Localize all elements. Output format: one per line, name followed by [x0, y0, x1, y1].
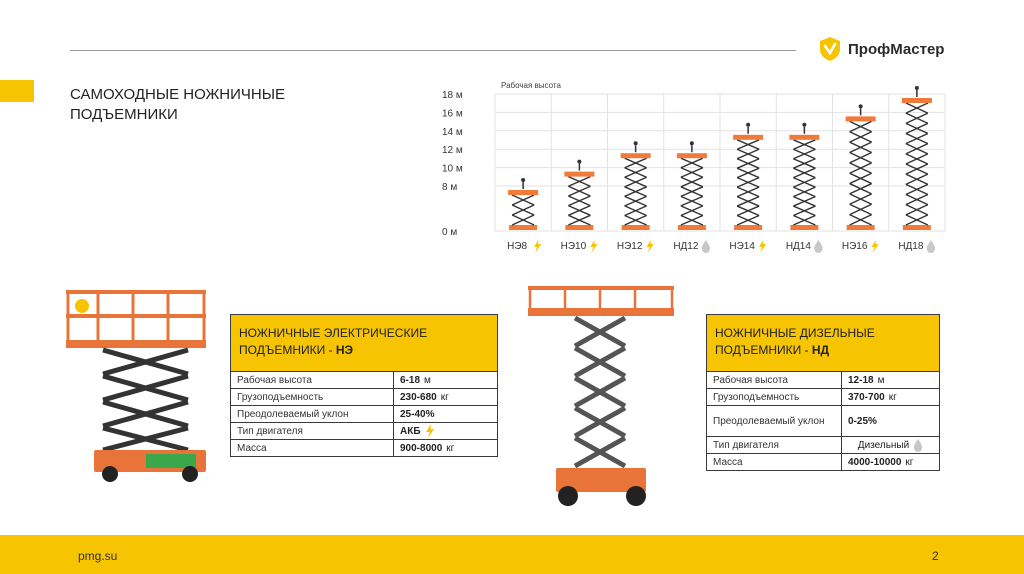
y-tick-label: 18 м [442, 90, 463, 101]
lift-person-head [577, 160, 581, 164]
lift-person-head [859, 104, 863, 108]
brand-logo[interactable] [818, 36, 944, 62]
table-row [231, 406, 497, 423]
lightning-icon [647, 240, 654, 253]
electric-specs-code: НЭ [335, 343, 354, 357]
spec-label: Грузоподъемность [707, 389, 842, 405]
spec-value: 4000-10000 кг [848, 456, 914, 468]
y-tick-label: 14 м [442, 126, 463, 138]
x-tick-label: НД12 [673, 241, 699, 252]
diesel-specs-title: НОЖНИЧНЫЕ ДИЗЕЛЬНЫЕ [715, 326, 875, 340]
lift-base [734, 225, 762, 230]
table-row [231, 440, 497, 456]
lift-person-head [802, 123, 806, 127]
table-row [707, 437, 939, 454]
lift-base [847, 225, 875, 230]
lift-platform [677, 153, 707, 158]
lift-person-head [746, 123, 750, 127]
lift-base [903, 225, 931, 230]
x-tick-label: НЭ10 [560, 241, 587, 252]
fuel-drop-icon [913, 439, 923, 452]
page-number: 2 [932, 549, 939, 563]
x-tick-label: НЭ14 [729, 241, 755, 252]
lightning-icon [872, 240, 879, 253]
electric-lift-specs [230, 314, 498, 457]
fuel-drop-icon [702, 240, 710, 253]
brand-name: ПрофМастер [848, 40, 945, 58]
diesel-specs-subtitle: ПОДЪЕМНИКИ - [715, 343, 812, 357]
shield-logo-icon [818, 36, 842, 62]
working-height-chart [440, 78, 950, 268]
lightning-icon [590, 240, 597, 253]
spec-label: Масса [231, 440, 394, 456]
spec-label: Тип двигателя [231, 423, 394, 439]
y-tick-label: 12 м [442, 145, 463, 157]
diesel-lift-image [520, 282, 680, 512]
fuel-drop-icon [927, 240, 935, 253]
lift-base [565, 225, 593, 230]
lift-platform [564, 172, 594, 177]
diesel-specs-header [707, 315, 939, 372]
spec-label: Рабочая высота [707, 372, 842, 388]
lift-person-head [634, 141, 638, 145]
footer-url[interactable]: pmg.su [78, 549, 118, 563]
spec-value: 6-18 м [400, 374, 431, 386]
spec-label: Грузоподъемность [231, 389, 394, 405]
spec-label: Преодолеваемый уклон [707, 406, 842, 436]
lift-base [790, 225, 818, 230]
spec-value: 25-40% [400, 408, 435, 420]
header-divider [70, 50, 796, 51]
spec-label: Преодолеваемый уклон [231, 406, 394, 422]
lift-base [622, 225, 650, 230]
page-title: САМОХОДНЫЕ НОЖНИЧНЫЕ ПОДЪЕМНИКИ [70, 86, 286, 123]
lift-base [509, 225, 537, 230]
table-row [231, 389, 497, 406]
y-tick-label: 16 м [442, 108, 463, 120]
x-tick-label: НД18 [898, 241, 924, 252]
diesel-specs-code: НД [811, 343, 830, 357]
y-tick-label: 10 м [442, 163, 463, 175]
electric-specs-header [231, 315, 497, 372]
x-tick-label: НЭ12 [616, 241, 643, 252]
title-accent-bar [0, 80, 34, 102]
table-row [707, 389, 939, 406]
fuel-drop-icon [814, 240, 822, 253]
spec-value: 0-25% [848, 415, 877, 427]
diesel-lift-specs [706, 314, 940, 471]
lift-base [678, 225, 706, 230]
electric-lift-image [58, 284, 218, 484]
spec-label: Тип двигателя [707, 437, 842, 453]
lift-platform [789, 135, 819, 140]
electric-specs-subtitle: ПОДЪЕМНИКИ - [239, 343, 336, 357]
spec-value: 12-18 м [848, 374, 885, 386]
spec-value: 370-700 кг [848, 391, 897, 403]
lightning-icon [534, 240, 541, 253]
spec-value: 900-8000 кг [400, 442, 455, 454]
spec-value: АКБ [394, 423, 497, 439]
y-tick-label: 8 м [442, 182, 458, 193]
spec-label: Масса [707, 454, 842, 470]
table-row [707, 372, 939, 389]
lift-person-head [521, 178, 525, 182]
x-tick-label: НД14 [785, 241, 811, 252]
lightning-icon [425, 424, 435, 438]
lift-person-head [690, 141, 694, 145]
lightning-icon [759, 240, 766, 253]
electric-specs-title: НОЖНИЧНЫЕ ЭЛЕКТРИЧЕСКИЕ [239, 326, 428, 340]
lift-platform [846, 116, 876, 121]
chart-title: Рабочая высота [501, 81, 561, 90]
spec-value: 230-680 кг [400, 391, 449, 403]
x-tick-label: НЭ8 [507, 241, 528, 252]
lift-platform [733, 135, 763, 140]
lift-platform [621, 153, 651, 158]
chart-canvas [440, 78, 950, 268]
spec-value: Дизельный [842, 437, 939, 453]
table-row [707, 454, 939, 470]
table-row [231, 372, 497, 389]
lift-platform [902, 98, 932, 103]
footer-bar [0, 535, 1024, 574]
spec-label: Рабочая высота [231, 372, 394, 388]
table-row [231, 423, 497, 440]
x-tick-label: НЭ16 [841, 241, 868, 252]
y-tick-label: 0 м [442, 227, 458, 238]
lift-person-head [915, 86, 919, 90]
table-row [707, 406, 939, 437]
lift-platform [508, 190, 538, 195]
